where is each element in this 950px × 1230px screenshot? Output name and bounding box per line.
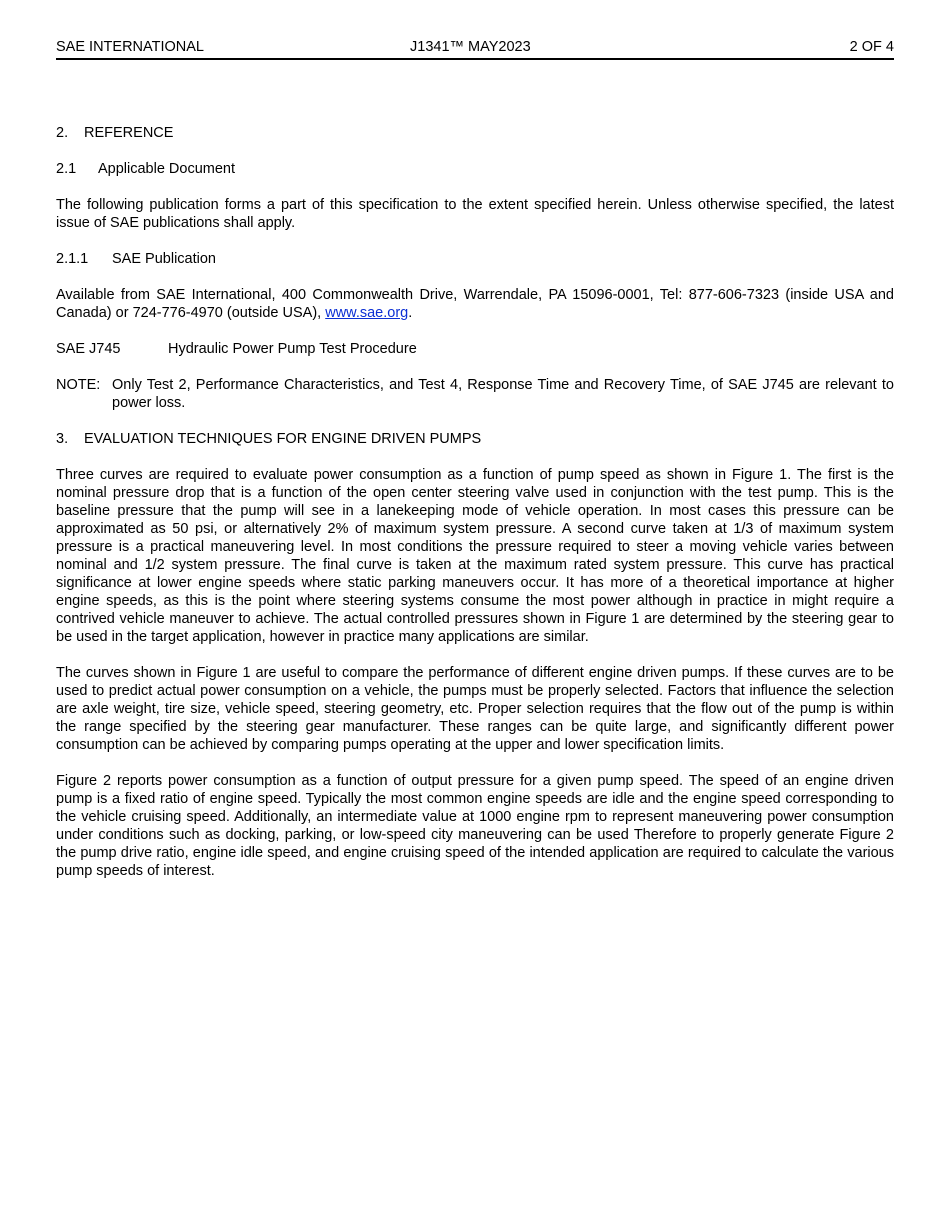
section-number: 2. — [56, 125, 69, 141]
section-3-paragraph-3: Figure 2 reports power consumption as a function of output pressure for a given pump speed. The speed of an engine driven pump is a fixed ratio of engine speed. Typically the most common engine speeds are idle and the engine speed corresponding to the vehicle cruising speed. Additionally, an intermediate value at 1000 engine rpm to represent maneuvering power consumption under conditions such as docking, parking, or low-speed city maneuvering can be used Therefore to properly generate Figure 2 the pump drive ratio, engine idle speed, and engine cruising speed of the intended application are required to calculate the various pump speeds of interest. — [56, 773, 894, 879]
section-2-1-1-heading — [56, 250, 894, 268]
section-title: SAE Publication — [112, 251, 216, 267]
section-3-paragraph-2: The curves shown in Figure 1 are useful to compare the performance of different engine driven pumps. If these curves are to be used to predict actual power consumption on a vehicle, the pumps must be properly selected. Factors that influence the selection are axle weight, tire size, vehicle speed, steering geometry, etc. Proper selection requires that the flow out of the pump is within the range specified by the steering gear manufacturer. These ranges can be quite large, and significantly different power consumption can be achieved by comparing pumps operating at the upper and lower specification limits. — [56, 665, 894, 753]
section-3-paragraph-1: Three curves are required to evaluate power consumption as a function of pump speed as shown in Figure 1. The first is the nominal pressure drop that is a function of the open center steering valve used in conjunction with the test pump. This is the baseline pressure that the pump will see in a lanekeeping mode of vehicle operation. In most cases this pressure can be approximated as 50 psi, or alternatively 2% of maximum system pressure. A second curve taken at 1/3 of maximum system pressure is a practical maneuvering level. In most conditions the pressure required to steer a moving vehicle varies between nominal and 1/2 system pressure. The final curve is taken at the maximum rated system pressure. This curve has practical significance at lower engine speeds where static parking maneuvers occur. It has more of a theoretical importance at higher engine speeds, as this is the point where steering systems consume the most power although in practice in might require a contrived vehicle maneuver to achieve. The actual controlled pressures shown in Figure 1 are determined by the steering gear to be used in the target application, however in practice many applications are similar. — [56, 467, 894, 645]
section-2-1-heading — [56, 160, 894, 178]
availability-paragraph — [56, 286, 894, 322]
header-page-number: 2 OF 4 — [849, 39, 894, 55]
section-title: EVALUATION TECHNIQUES FOR ENGINE DRIVEN PUMPS — [84, 431, 482, 447]
document-body — [56, 124, 894, 880]
availability-text: Available from SAE International, 400 Commonwealth Drive, Warrendale, PA 15096-0001, Tel: 877-606-7323 (inside USA and Canada) or 724-776-4970 (outside USA), — [56, 287, 894, 321]
section-3-heading — [56, 430, 894, 448]
note-text: Only Test 2, Performance Characteristics, and Test 4, Response Time and Recovery Time, of SAE J745 are relevant to power loss. — [112, 377, 894, 411]
section-title: REFERENCE — [84, 125, 174, 141]
section-2-1-paragraph: The following publication forms a part of this specification to the extent specified herein. Unless otherwise specified, the latest issue of SAE publications shall apply. — [56, 197, 894, 231]
section-number: 3. — [56, 431, 69, 447]
reference-id: SAE J745 — [56, 341, 121, 357]
page-header — [56, 38, 894, 60]
section-title: Applicable Document — [98, 161, 236, 177]
section-number: 2.1 — [56, 161, 77, 177]
availability-end: . — [408, 305, 413, 321]
header-organization: SAE INTERNATIONAL — [56, 39, 204, 55]
sae-website-link[interactable]: www.sae.org — [325, 305, 409, 321]
section-2-heading — [56, 124, 894, 142]
header-document-id: J1341™ MAY2023 — [410, 39, 531, 55]
section-number: 2.1.1 — [56, 251, 89, 267]
note-label: NOTE: — [56, 377, 101, 393]
reference-title: Hydraulic Power Pump Test Procedure — [168, 341, 417, 357]
reference-entry — [56, 340, 894, 358]
note — [56, 376, 894, 412]
